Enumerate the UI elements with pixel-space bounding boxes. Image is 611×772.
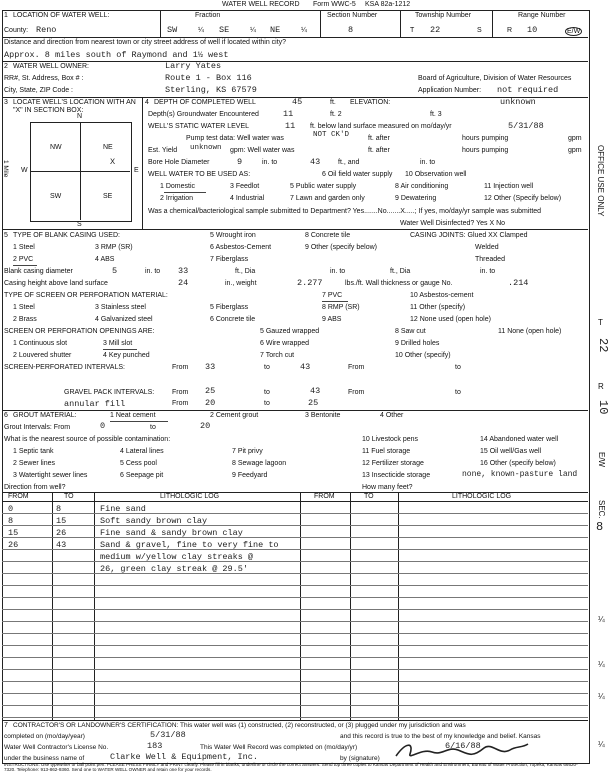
log-rule: [2, 717, 588, 718]
static-level-label: WELL'S STATIC WATER LEVEL: [148, 123, 250, 130]
fraction-3: NE: [270, 25, 281, 35]
fraction-label: Fraction: [195, 12, 221, 19]
casing-height: 24: [178, 278, 189, 288]
mile-label: 1 Mile: [2, 160, 9, 178]
log-to-header: TO: [64, 493, 74, 500]
log-rule: [2, 513, 588, 514]
log-rule: [2, 573, 588, 574]
gravel-1-to: 43: [310, 386, 321, 396]
gravel-1-from: 25: [205, 386, 216, 396]
casing-joints: CASING JOINTS: Glued XX Clamped: [410, 232, 528, 239]
range-number: 10: [527, 25, 538, 35]
form-title: WATER WELL RECORD: [222, 1, 300, 8]
casing-height-label: Casing height above land surface: [4, 280, 108, 287]
direction-label: Direction from well?: [4, 484, 66, 491]
log-title: LITHOLOGIC LOG: [160, 493, 220, 500]
form-number: Form WWC-5: [313, 1, 356, 8]
opening-mill-slot: 3 Mill slot: [103, 340, 133, 347]
city-label: City, State, ZIP Code :: [4, 87, 73, 94]
grout-to: 20: [200, 421, 211, 431]
owner-address: Route 1 - Box 116: [165, 73, 252, 83]
elevation-value: unknown: [500, 97, 536, 107]
contamination-note: none, known-pasture land: [462, 470, 578, 479]
log-rule: [2, 609, 588, 610]
screen-pvc: 7 PVC: [322, 292, 343, 299]
chem-sample-label: Was a chemical/bacteriological sample submitted to Department? Yes.......No.......X.....; If yes, mo/day/yr sample was submitted: [148, 208, 542, 215]
license-number: 183: [147, 741, 163, 751]
office-township: 22: [596, 338, 610, 353]
fraction-2: SE: [219, 25, 230, 35]
use-label: WELL WATER TO BE USED AS:: [148, 171, 251, 178]
pump-test-label: Pump test data: Well water was: [186, 135, 284, 142]
section-number: 8: [348, 25, 354, 35]
casing-label: TYPE OF BLANK CASING USED:: [13, 232, 120, 239]
depth-label: DEPTH OF COMPLETED WELL: [154, 99, 256, 106]
log-rule: [2, 669, 588, 670]
distance-value: Approx. 8 miles south of Raymond and 1½ west: [4, 50, 229, 60]
table-row: medium w/yellow clay streaks @: [100, 552, 254, 562]
depth-value: 45: [292, 97, 303, 107]
log-rule: [2, 597, 588, 598]
perf-to: 43: [300, 362, 311, 372]
log-rule: [2, 681, 588, 682]
record-date: 6/16/88: [445, 741, 481, 751]
instructions: INSTRUCTIONS: Use typewriter or ball point pen. PLEASE PRESS FIRMLY and PRINT clearly. Please fill in blanks, underline or circle the correct answers. Send top three copies to Kansas Department of Health and Environment, Bureau of Water Protection, Topeka, Kansas 66620-7320. Telephone: 913-862-9360. Send one to WATER WELL OWNER and retain one for your records.: [4, 762, 578, 772]
use-domestic: 1 Domestic: [160, 183, 196, 190]
pump-test-value: NOT CK'D: [313, 131, 350, 139]
screen-material-label: TYPE OF SCREEN OR PERFORATION MATERIAL:: [4, 292, 168, 299]
table-row: 8: [8, 516, 14, 526]
perforated-label: SCREEN-PERFORATED INTERVALS:: [4, 364, 125, 371]
elevation-label: ELEVATION:: [350, 99, 391, 106]
board-label: Board of Agriculture, Division of Water Resources: [418, 75, 572, 82]
contamination-label: What is the nearest source of possible contamination:: [4, 436, 171, 443]
log-rule: [2, 621, 588, 622]
address-label: RR#, St. Address, Box # :: [4, 75, 84, 82]
owner-label: WATER WELL OWNER:: [13, 63, 89, 70]
table-row: 15: [8, 528, 19, 538]
gravel-note: annular fill: [64, 399, 126, 409]
casing-weight: 2.277: [297, 278, 323, 288]
gravel-label: GRAVEL PACK INTERVALS:: [64, 389, 155, 396]
office-use-label: OFFICE USE ONLY: [596, 145, 605, 217]
owner-city: Sterling, KS 67579: [165, 85, 257, 95]
casing-diameter: 5: [112, 266, 118, 276]
township-label: Township Number: [415, 12, 472, 19]
county-label: County:: [4, 27, 29, 34]
groundwater-label: Depth(s) Groundwater Encountered: [148, 111, 259, 118]
fraction-1: SW: [167, 25, 178, 35]
openings-label: SCREEN OR PERFORATION OPENINGS ARE:: [4, 328, 155, 335]
table-row: 0: [8, 504, 14, 514]
well-location-mark: X: [110, 157, 116, 167]
business-name: Clarke Well & Equipment, Inc.: [110, 752, 258, 762]
log-rule: [2, 537, 588, 538]
owner-name: Larry Yates: [165, 61, 222, 71]
gravel-2-from: 20: [205, 398, 216, 408]
section-box: [30, 122, 132, 222]
grout-interval-label: Grout Intervals: From: [4, 424, 71, 431]
log-rule: [2, 561, 588, 562]
office-range: 10: [596, 400, 610, 415]
log-rule: [2, 549, 588, 550]
gauge-number: .214: [508, 278, 529, 288]
log-from-header: FROM: [8, 493, 29, 500]
bore-label: Bore Hole Diameter: [148, 159, 210, 166]
ew-circle: E/W: [567, 28, 581, 35]
table-row: 26, green clay streak @ 29.5': [100, 564, 248, 574]
grout-from: 0: [100, 421, 106, 431]
log-rule: [2, 657, 588, 658]
completed-date: 5/31/88: [150, 730, 186, 740]
township-number: 22: [430, 25, 441, 35]
location-label: LOCATION OF WATER WELL:: [13, 12, 110, 19]
perf-from: 33: [205, 362, 216, 372]
log-rule: [2, 633, 588, 634]
feet-label: How many feet?: [362, 484, 413, 491]
log-rule: [2, 705, 588, 706]
casing-depth: 33: [178, 266, 189, 276]
section-number-label: Section Number: [327, 12, 378, 19]
disinfected-label: Water Well Disinfected? Yes X No: [400, 220, 506, 227]
application-number: not required: [497, 85, 559, 95]
county-value: Reno: [36, 25, 57, 35]
certification-text: CONTRACTOR'S OR LANDOWNER'S CERTIFICATION: This water well was (1) constructed, (2) reconstructed, or (3) plugged under my jurisdiction and was: [13, 722, 466, 729]
bore-depth: 43: [310, 157, 321, 167]
bore-diameter: 9: [237, 157, 243, 167]
distance-label: Distance and direction from nearest town or city street address of well if located within city?: [4, 39, 287, 46]
log-rule: [2, 693, 588, 694]
static-level-value: 11: [285, 121, 296, 131]
ksa-ref: KSA 82a-1212: [365, 1, 411, 8]
grout-label: GROUT MATERIAL:: [13, 412, 77, 419]
log-rule: [2, 645, 588, 646]
table-row: 26: [8, 540, 19, 550]
locate-label: LOCATE WELL'S LOCATION WITH AN "X" IN SECTION BOX:: [13, 99, 136, 114]
casing-diameter-label: Blank casing diameter: [4, 268, 73, 275]
signature: [392, 740, 532, 762]
office-section: 8: [596, 520, 604, 534]
gravel-2-to: 25: [308, 398, 319, 408]
log-rule: [2, 585, 588, 586]
log-rule: [2, 525, 588, 526]
casing-pvc: 2 PVC: [13, 256, 34, 263]
groundwater-1: 11: [283, 109, 294, 119]
grout-neat-cement: 1 Neat cement: [110, 412, 156, 419]
static-level-date: 5/31/88: [508, 121, 544, 131]
yield-label: Est. Yield: [148, 147, 178, 154]
yield-value: unknown: [190, 144, 222, 152]
application-label: Application Number:: [418, 87, 482, 94]
section-1-number: 1: [4, 12, 8, 19]
range-label: Range Number: [518, 12, 566, 19]
